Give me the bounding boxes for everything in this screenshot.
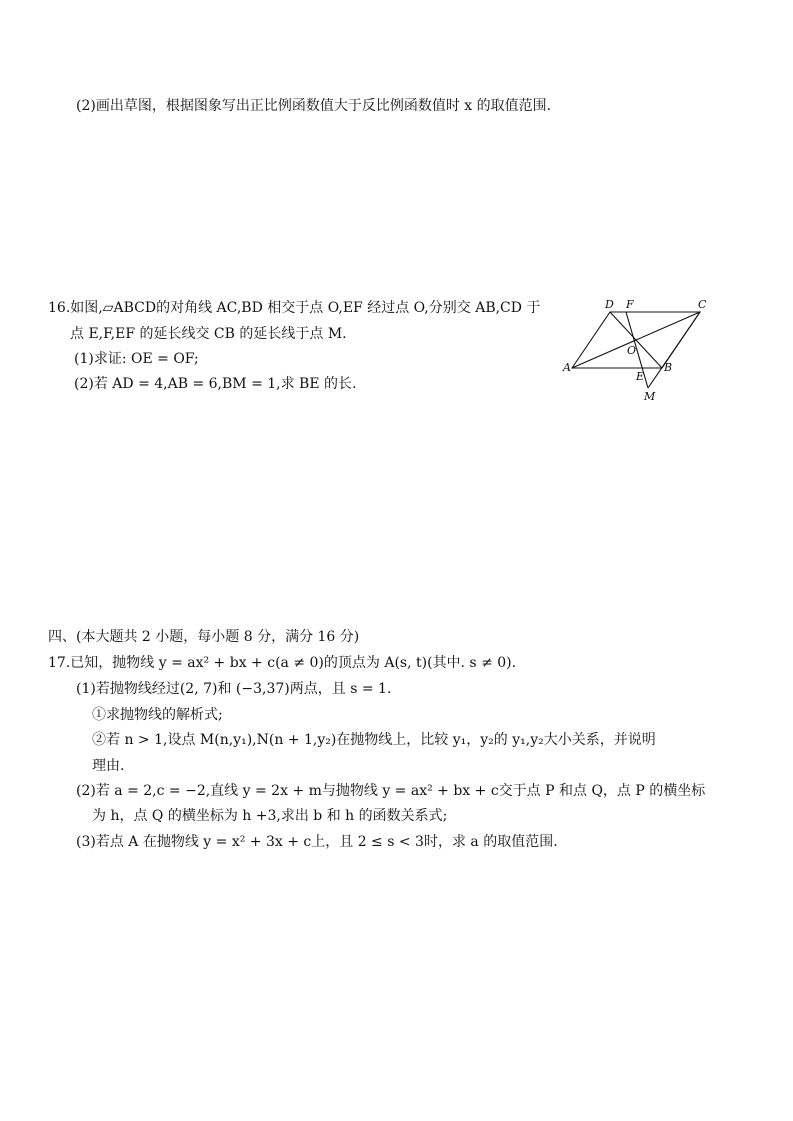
q16-part2: (2)若 AD = 4,AB = 6,BM = 1,求 BE 的长. <box>74 376 357 392</box>
section-4-heading: 四、(本大题共 2 小题，每小题 8 分，满分 16 分) <box>48 629 360 645</box>
q16-stem-line2: 点 E,F,EF 的延长线交 CB 的延长线于点 M. <box>70 326 347 342</box>
parallelogram-figure <box>560 296 720 404</box>
q16-stem-line1: 16.如图,▱ABCD的对角线 AC,BD 相交于点 O,EF 经过点 O,分别交 AB,CD 于 <box>48 300 541 316</box>
label-o: O <box>627 344 637 357</box>
q17-stem: 17.已知，抛物线 y = ax² + bx + c(a ≠ 0)的顶点为 A(s, t)(其中. s ≠ 0). <box>48 655 517 671</box>
q17-part2: (2)若 a = 2,c = −2,直线 y = 2x + m与抛物线 y = ax² + bx + c交于点 P 和点 Q，点 P 的横坐标 <box>76 783 706 799</box>
q16-part1: (1)求证: OE = OF; <box>74 351 199 367</box>
label-m: M <box>644 390 656 403</box>
label-a: A <box>563 361 571 374</box>
q15-part2: (2)画出草图，根据图象写出正比例函数值大于反比例函数值时 x 的取值范围. <box>76 98 552 114</box>
q17-part3: (3)若点 A 在抛物线 y = x² + 3x + c上，且 2 ≤ s < 3时，求 a 的取值范围. <box>76 834 558 850</box>
q17-part1b-cont: 理由. <box>92 758 125 774</box>
label-f: F <box>626 298 634 311</box>
label-c: C <box>698 298 707 311</box>
label-e: E <box>636 370 645 383</box>
q17-part1b: ②若 n > 1,设点 M(n,y₁),N(n + 1,y₂)在抛物线上，比较 y₁，y₂的 y₁,y₂大小关系，并说明 <box>92 732 656 748</box>
q17-part1: (1)若抛物线经过(2, 7)和 (−3,37)两点，且 s = 1. <box>76 681 392 697</box>
diagonal-bd <box>610 312 662 368</box>
q17-part2-cont: 为 h，点 Q 的横坐标为 h +3,求出 b 和 h 的函数关系式; <box>92 808 448 824</box>
q17-part1a: ①求抛物线的解析式; <box>92 707 223 723</box>
label-b: B <box>664 361 673 374</box>
label-d: D <box>605 298 614 311</box>
